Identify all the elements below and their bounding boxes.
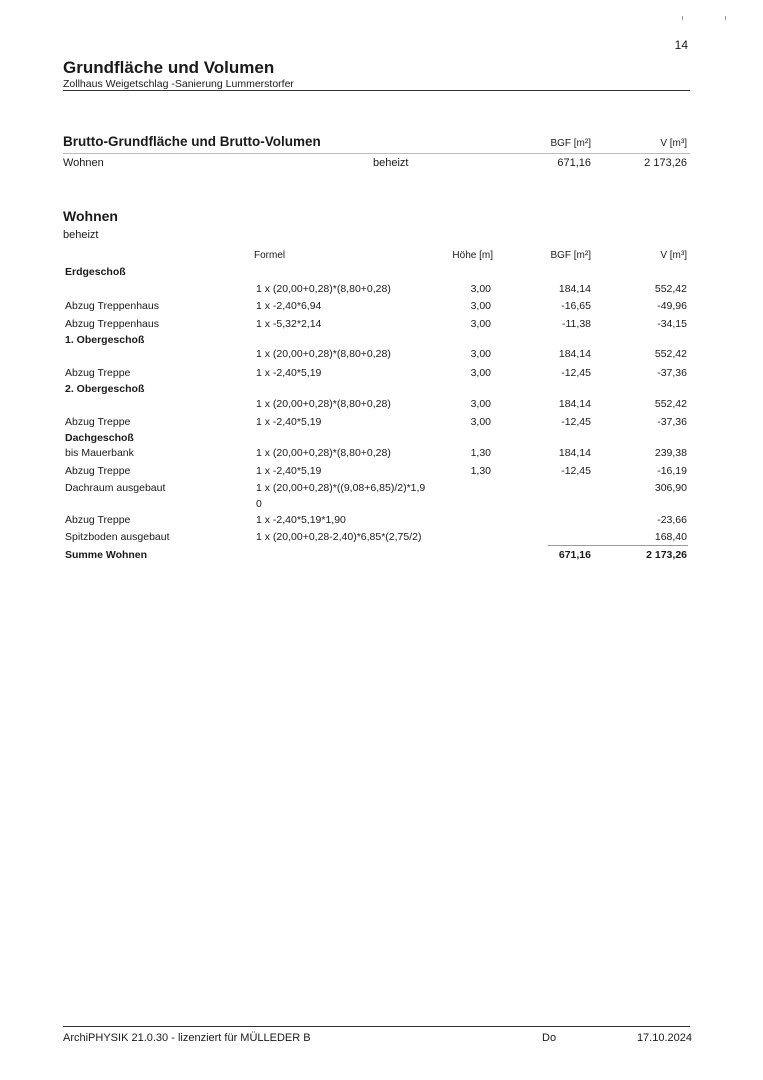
row-height: 3,00 — [470, 416, 491, 428]
row-bgf: -12,45 — [561, 367, 591, 379]
table-row — [0, 498, 763, 514]
row-height: 3,00 — [470, 283, 491, 295]
total-divider — [548, 545, 688, 546]
row-height: 3,00 — [470, 348, 491, 360]
row-formula: 1 x (20,00+0,28)*(8,80+0,28) — [256, 447, 391, 459]
row-bgf: 184,14 — [558, 348, 591, 360]
row-label: Abzug Treppenhaus — [65, 318, 159, 330]
row-label: Erdgeschoß — [65, 266, 126, 278]
row-volume: -37,36 — [657, 367, 687, 379]
row-volume: -23,66 — [657, 514, 687, 526]
footer-software: ArchiPHYSIK 21.0.30 - lizenziert für MÜLLEDER B — [63, 1032, 311, 1044]
row-formula: 1 x (20,00+0,28)*(8,80+0,28) — [256, 283, 391, 295]
row-formula: 1 x (20,00+0,28)*(8,80+0,28) — [256, 398, 391, 410]
row-label: Abzug Treppe — [65, 416, 131, 428]
row-height: 3,00 — [470, 367, 491, 379]
page-number: 14 — [674, 38, 688, 52]
section-subtitle: beheizt — [63, 229, 99, 241]
table-row — [0, 283, 763, 299]
col-header-bgf: BGF [m²] — [550, 250, 591, 261]
table-row — [0, 318, 763, 334]
row-volume: -34,15 — [657, 318, 687, 330]
row-formula: 1 x (20,00+0,28)*((9,08+6,85)/2)*1,9 — [256, 482, 426, 494]
table-row — [0, 465, 763, 481]
table-row — [0, 266, 763, 282]
footer-divider — [63, 1026, 690, 1027]
table-row — [0, 398, 763, 414]
row-bgf: 184,14 — [558, 398, 591, 410]
row-volume: -16,19 — [657, 465, 687, 477]
table-row — [0, 447, 763, 463]
row-height: 1,30 — [470, 447, 491, 459]
row-label: bis Mauerbank — [65, 447, 134, 459]
table-row — [0, 300, 763, 316]
section-title: Wohnen — [63, 208, 118, 224]
row-label: Summe Wohnen — [65, 549, 148, 561]
row-label: Abzug Treppe — [65, 514, 131, 526]
row-height: 3,00 — [470, 398, 491, 410]
summary-row-v: 2 173,26 — [644, 157, 687, 169]
row-volume: 239,38 — [654, 447, 687, 459]
table-row — [0, 514, 763, 530]
row-formula: 1 x (20,00+0,28)*(8,80+0,28) — [256, 348, 391, 360]
summary-title: Brutto-Grundfläche und Brutto-Volumen — [63, 134, 321, 149]
row-volume: 168,40 — [654, 531, 687, 543]
row-volume: 552,42 — [654, 348, 687, 360]
row-label: Dachgeschoß — [65, 432, 134, 444]
row-formula: 1 x -2,40*5,19 — [256, 465, 322, 477]
row-label: Abzug Treppe — [65, 465, 131, 477]
row-bgf: -12,45 — [561, 416, 591, 428]
summary-col-v: V [m³] — [660, 138, 687, 149]
row-height: 1,30 — [470, 465, 491, 477]
row-bgf: 184,14 — [558, 447, 591, 459]
table-row — [0, 383, 763, 399]
row-bgf: 671,16 — [558, 549, 591, 561]
row-volume: 306,90 — [654, 482, 687, 494]
row-label: 2. Obergeschoß — [65, 383, 145, 395]
row-bgf: 184,14 — [558, 283, 591, 295]
row-formula: 1 x -2,40*5,19*1,90 — [256, 514, 346, 526]
row-formula: 1 x -2,40*6,94 — [256, 300, 322, 312]
table-row — [0, 482, 763, 498]
summary-row-name: Wohnen — [63, 157, 104, 169]
row-formula: 1 x -2,40*5,19 — [256, 416, 322, 428]
row-formula: 1 x (20,00+0,28-2,40)*6,85*(2,75/2) — [256, 531, 422, 543]
table-row — [0, 416, 763, 432]
footer-date: 17.10.2024 — [636, 1032, 692, 1044]
project-subtitle: Zollhaus Weigetschlag -Sanierung Lummerstorfer — [63, 78, 294, 90]
table-row — [0, 367, 763, 383]
row-label: Abzug Treppenhaus — [65, 300, 159, 312]
row-formula: 0 — [256, 498, 262, 510]
row-volume: 2 173,26 — [646, 549, 687, 561]
row-volume: 552,42 — [654, 283, 687, 295]
row-volume: -49,96 — [657, 300, 687, 312]
col-header-height: Höhe [m] — [452, 250, 493, 261]
row-formula: 1 x -2,40*5,19 — [256, 367, 322, 379]
table-row — [0, 348, 763, 364]
summary-row-bgf: 671,16 — [557, 157, 591, 169]
summary-row-status: beheizt — [373, 157, 409, 169]
row-bgf: -12,45 — [561, 465, 591, 477]
row-label: Spitzboden ausgebaut — [65, 531, 170, 543]
col-header-formula: Formel — [254, 250, 286, 261]
row-formula: 1 x -5,32*2,14 — [256, 318, 322, 330]
footer-author: Do — [542, 1032, 557, 1044]
summary-col-bgf: BGF [m²] — [550, 138, 591, 149]
row-volume: -37,36 — [657, 416, 687, 428]
row-volume: 552,42 — [654, 398, 687, 410]
row-bgf: -16,65 — [561, 300, 591, 312]
row-label: 1. Obergeschoß — [65, 334, 145, 346]
table-row — [0, 432, 763, 448]
row-height: 3,00 — [470, 318, 491, 330]
col-header-v: V [m³] — [660, 250, 687, 261]
row-height: 3,00 — [470, 300, 491, 312]
table-row — [0, 549, 763, 565]
row-label: Dachraum ausgebaut — [65, 482, 166, 494]
row-bgf: -11,38 — [562, 318, 591, 330]
row-label: Abzug Treppe — [65, 367, 131, 379]
page-title: Grundfläche und Volumen — [63, 58, 275, 77]
